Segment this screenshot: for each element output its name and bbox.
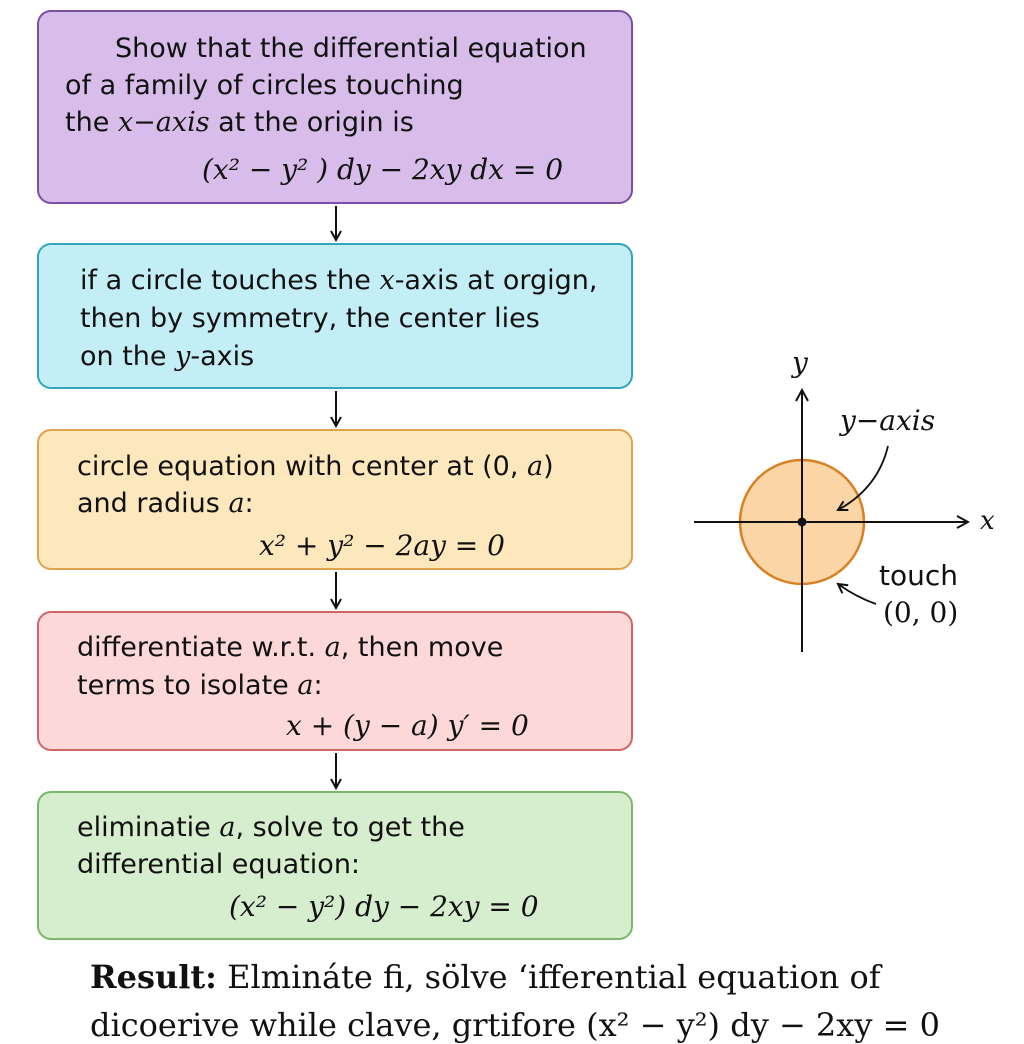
result-label: Result: xyxy=(90,958,217,996)
step-text: of a family of circles touching xyxy=(65,70,464,101)
step-text: differentiate w.r.t. a, then move xyxy=(77,632,504,663)
step-equation: (x² − y² ) dy − 2xy dx = 0 xyxy=(202,153,564,186)
step-text: on the y-axis xyxy=(80,341,255,372)
result-text: Result: Elmináte fi, sölve ‘ifferential equation of xyxy=(90,958,881,996)
step-text: differential equation: xyxy=(77,849,361,880)
step-text: if a circle touches the x-axis at orgign, xyxy=(80,265,598,296)
step-text: circle equation with center at (0, a) xyxy=(77,451,554,482)
step-equation: x² + y² − 2ay = 0 xyxy=(259,529,505,562)
result-text-line2: dicoerive while clave, grtifore (x² − y²) dy − 2xy = 0 xyxy=(90,1006,940,1044)
step-text: the x−axis at the origin is xyxy=(65,107,414,138)
step-text: Show that the differential equation xyxy=(115,33,587,64)
x-axis-label: x xyxy=(980,506,995,536)
origin-label: (0, 0) xyxy=(883,596,959,629)
origin-dot xyxy=(798,518,807,527)
step-equation: x + (y − a) y′ = 0 xyxy=(286,709,529,742)
step-text: terms to isolate a: xyxy=(77,670,323,701)
step-equation: (x² − y²) dy − 2xy = 0 xyxy=(229,890,539,923)
touch-label: touch xyxy=(879,559,958,592)
step-text: eliminatie a, solve to get the xyxy=(77,812,465,843)
step-text: and radius a: xyxy=(77,488,254,519)
y-axis-annotation: y−axis xyxy=(840,404,936,437)
y-axis-label: y xyxy=(792,346,808,379)
annotation-arrow xyxy=(838,584,876,604)
step-text: then by symmetry, the center lies xyxy=(80,303,540,334)
